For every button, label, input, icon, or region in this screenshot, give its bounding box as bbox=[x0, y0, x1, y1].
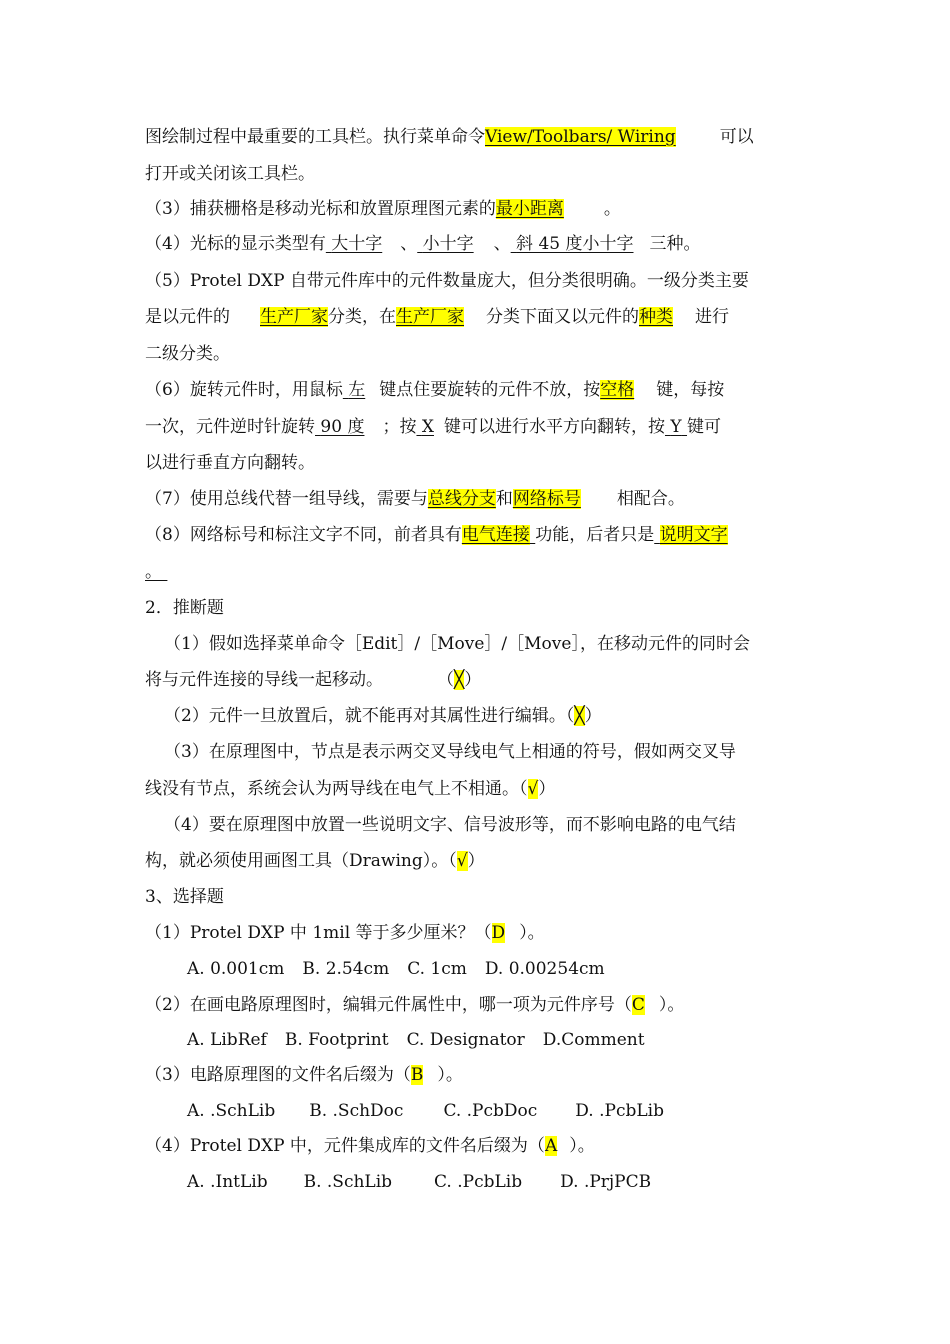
answer-blank bbox=[428, 489, 496, 509]
text: 键可以进行水平方向翻转，按 bbox=[443, 417, 665, 437]
fill-line-1 bbox=[145, 126, 754, 148]
answer-blank bbox=[639, 307, 695, 327]
text: 三种。 bbox=[649, 234, 701, 254]
text: （1）假如选择菜单命令［Edit］/［Move］/［Move］，在移动元件的同时会 bbox=[164, 634, 750, 654]
text: （ bbox=[437, 670, 454, 690]
judge-q3-2 bbox=[145, 778, 555, 800]
option: B. 2.54cm bbox=[302, 959, 390, 979]
text: 线没有节点，系统会认为两导线在电气上不相通。（ bbox=[145, 779, 528, 799]
text: ；按 bbox=[382, 417, 417, 437]
text: 构，就必须使用画图工具（Drawing）。（ bbox=[145, 851, 457, 871]
answer-blank bbox=[230, 307, 328, 327]
answer-blank bbox=[485, 127, 720, 147]
text: 将与元件连接的导线一起移动。 bbox=[145, 670, 383, 690]
fill-q5-2 bbox=[145, 306, 729, 328]
text: 键，每按 bbox=[656, 380, 725, 400]
text: 、 bbox=[493, 234, 511, 254]
judge-q3-1 bbox=[164, 741, 736, 763]
answer-blank bbox=[511, 234, 650, 254]
text: 可以 bbox=[719, 127, 754, 147]
answer: 电气连接 bbox=[461, 525, 530, 545]
answer: View/Toolbars/ Wiring bbox=[485, 127, 676, 147]
answer: B bbox=[410, 1065, 424, 1085]
fill-q5-1 bbox=[145, 270, 749, 292]
text: （2）元件一旦放置后，就不能再对其属性进行编辑。（ bbox=[164, 706, 575, 726]
judge-q2 bbox=[164, 705, 602, 727]
heading: 3、选择题 bbox=[145, 887, 224, 907]
option: A. .IntLib bbox=[187, 1172, 268, 1192]
option: C. 1cm bbox=[407, 959, 467, 979]
answer-blank bbox=[654, 525, 727, 545]
fill-q6-3 bbox=[145, 452, 315, 474]
answer-blank bbox=[326, 234, 400, 254]
option: B. .SchLib bbox=[303, 1172, 393, 1192]
text: （4）Protel DXP 中，元件集成库的文件名后缀为（ bbox=[145, 1136, 545, 1156]
text: （4）光标的显示类型有 bbox=[145, 234, 326, 254]
option: C. .PcbDoc bbox=[443, 1101, 538, 1121]
option: B. .SchDoc bbox=[309, 1101, 404, 1121]
fill-q6-2 bbox=[145, 416, 721, 438]
text: （7）使用总线代替一组导线，需要与 bbox=[145, 489, 428, 509]
answer-blank bbox=[496, 199, 604, 219]
answer: 说明文字 bbox=[659, 525, 728, 545]
answer: X bbox=[421, 417, 434, 437]
fill-q8 bbox=[145, 524, 728, 546]
text: （2）在画电路原理图时，编辑元件属性中，哪一项为元件序号（ bbox=[145, 995, 632, 1015]
text: （4）要在原理图中放置一些说明文字、信号波形等，而不影响电路的电气结 bbox=[164, 815, 736, 835]
answer-mark: √ bbox=[527, 779, 539, 799]
choice-q3-options bbox=[187, 1100, 664, 1122]
answer-blank bbox=[396, 307, 486, 327]
text: 是以元件的 bbox=[145, 307, 230, 327]
text: 相配合。 bbox=[616, 489, 685, 509]
answer: D bbox=[491, 923, 506, 943]
answer: C bbox=[631, 995, 645, 1015]
text: （1）Protel DXP 中 1mil 等于多少厘米？（ bbox=[145, 923, 492, 943]
fill-q8-end bbox=[145, 561, 170, 583]
judge-q4-2 bbox=[145, 850, 485, 872]
text: ）。 bbox=[569, 1136, 595, 1156]
answer-blank bbox=[600, 380, 656, 400]
answer: 大十字 bbox=[331, 234, 383, 254]
fill-q7 bbox=[145, 488, 685, 510]
choice-q2 bbox=[145, 994, 684, 1016]
answer-mark: ╳ bbox=[454, 670, 465, 690]
text: ） bbox=[584, 706, 602, 726]
fill-q4 bbox=[145, 233, 701, 255]
text: （8）网络标号和标注文字不同，前者具有 bbox=[145, 525, 462, 545]
choice-q4 bbox=[145, 1135, 595, 1157]
fill-line-2 bbox=[145, 163, 315, 185]
answer-blank bbox=[513, 489, 617, 509]
answer-blank bbox=[315, 417, 382, 437]
answer: 空格 bbox=[600, 380, 635, 400]
answer-mark: √ bbox=[456, 851, 468, 871]
option: A. LibRef bbox=[187, 1030, 267, 1050]
answer-blank bbox=[462, 525, 535, 545]
answer: A bbox=[544, 1136, 558, 1156]
text: 进行 bbox=[695, 307, 729, 327]
fill-q6-1 bbox=[145, 379, 724, 401]
answer-blank bbox=[665, 417, 687, 437]
answer: 左 bbox=[348, 380, 366, 400]
option: B. Footprint bbox=[284, 1030, 389, 1050]
text: 键可 bbox=[687, 417, 722, 437]
judge-q1-1 bbox=[164, 633, 750, 655]
answer: 总线分支 bbox=[427, 489, 496, 509]
choice-q1 bbox=[145, 922, 545, 944]
text: 图绘制过程中最重要的工具栏。执行菜单命令 bbox=[145, 127, 485, 147]
choice-q1-options bbox=[187, 958, 605, 980]
option: A. .SchLib bbox=[187, 1101, 276, 1121]
choice-q2-options bbox=[187, 1029, 645, 1051]
text: 二级分类。 bbox=[145, 344, 230, 364]
option: D. .PrjPCB bbox=[560, 1172, 652, 1192]
text: 。 bbox=[145, 562, 162, 582]
option: C. .PcbLib bbox=[434, 1172, 523, 1192]
answer: 最小距离 bbox=[495, 199, 564, 219]
text: （3）捕获栅格是移动光标和放置原理图元素的 bbox=[145, 199, 496, 219]
section-heading-choice bbox=[145, 886, 224, 908]
option: A. 0.001cm bbox=[187, 959, 285, 979]
section-heading-judge bbox=[145, 597, 224, 619]
option: C. Designator bbox=[406, 1030, 525, 1050]
option: D. .PcbLib bbox=[575, 1101, 664, 1121]
answer-blank bbox=[417, 234, 493, 254]
text: ） bbox=[467, 851, 485, 871]
answer: 生产厂家 bbox=[260, 307, 328, 327]
text: ）。 bbox=[519, 923, 545, 943]
text: （6）旋转元件时，用鼠标 bbox=[145, 380, 343, 400]
answer: 小十字 bbox=[422, 234, 474, 254]
text: 键点住要旋转的元件不放，按 bbox=[379, 380, 601, 400]
text: （3）电路原理图的文件名后缀为（ bbox=[145, 1065, 411, 1085]
answer-blank bbox=[416, 417, 444, 437]
text: 一次，元件逆时针旋转 bbox=[145, 417, 315, 437]
text: 分类，在 bbox=[328, 307, 396, 327]
text: ）。 bbox=[658, 995, 685, 1015]
choice-q3 bbox=[145, 1064, 463, 1086]
answer: 斜 45 度小十字 bbox=[516, 234, 634, 254]
answer: Y bbox=[670, 417, 682, 437]
answer: 生产厂家 bbox=[396, 307, 464, 327]
answer: 种类 bbox=[639, 307, 673, 327]
answer-blank bbox=[343, 380, 379, 400]
text: ） bbox=[464, 670, 482, 690]
fill-q5-3 bbox=[145, 343, 230, 365]
text: ） bbox=[538, 779, 556, 799]
answer: 90 度 bbox=[320, 417, 365, 437]
text: 和 bbox=[495, 489, 513, 509]
text: 分类下面又以元件的 bbox=[486, 307, 639, 327]
text: 、 bbox=[400, 234, 418, 254]
judge-q4-1 bbox=[164, 814, 736, 836]
text: ）。 bbox=[437, 1065, 463, 1085]
text: （3）在原理图中，节点是表示两交叉导线电气上相通的符号，假如两交叉导 bbox=[164, 742, 736, 762]
answer: 网络标号 bbox=[512, 489, 581, 509]
fill-q3 bbox=[145, 198, 621, 220]
choice-q4-options bbox=[187, 1171, 651, 1193]
heading: 2．推断题 bbox=[145, 598, 224, 618]
text: 。 bbox=[603, 199, 621, 219]
answer-mark: ╳ bbox=[574, 706, 585, 726]
text: 功能，后者只是 bbox=[535, 525, 655, 545]
text: （5）Protel DXP 自带元件库中的元件数量庞大，但分类很明确。一级分类主要 bbox=[145, 271, 749, 291]
text: 打开或关闭该工具栏。 bbox=[145, 164, 315, 184]
option: D. 0.00254cm bbox=[484, 959, 605, 979]
text: 以进行垂直方向翻转。 bbox=[145, 453, 315, 473]
option: D.Comment bbox=[542, 1030, 645, 1050]
judge-q1-2 bbox=[145, 669, 481, 691]
